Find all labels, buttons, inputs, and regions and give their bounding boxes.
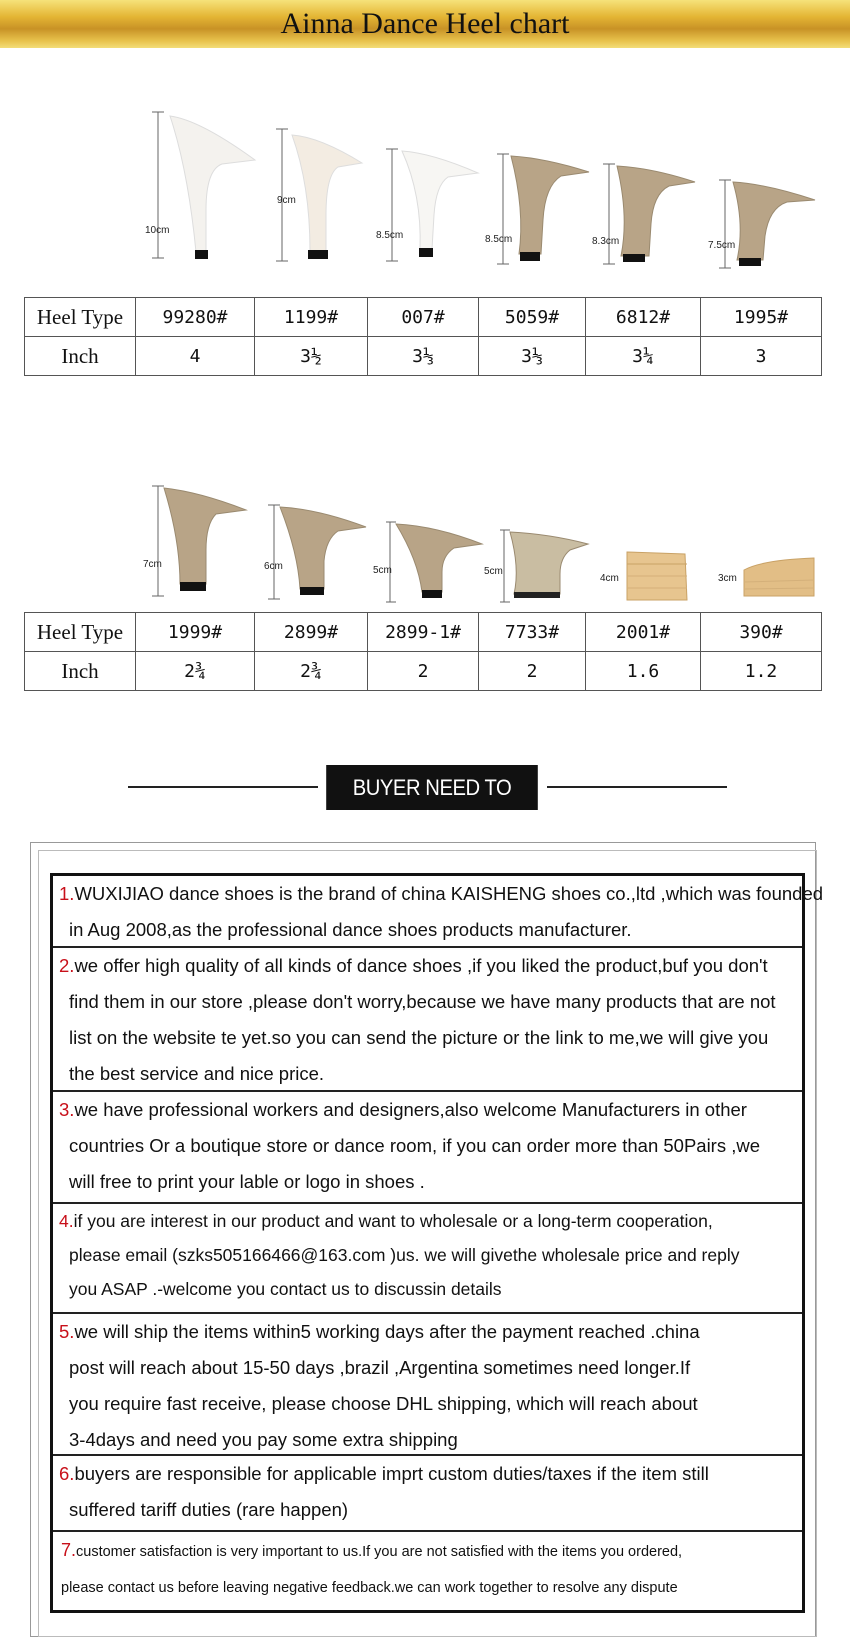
heel-height-label: 5cm bbox=[484, 566, 503, 577]
table-cell: 390# bbox=[701, 613, 822, 652]
table-cell: 1.2 bbox=[701, 652, 822, 691]
table-cell: 1999# bbox=[136, 613, 255, 652]
table-cell: 2¾ bbox=[255, 652, 368, 691]
note-4 bbox=[53, 1204, 802, 1314]
divider-left bbox=[128, 786, 318, 788]
table-cell: 3⅓ bbox=[368, 337, 479, 376]
divider-right bbox=[547, 786, 727, 788]
note-text: we offer high quality of all kinds of dance shoes ,if you liked the product,buf you don't bbox=[74, 955, 768, 976]
note-number: 4. bbox=[59, 1211, 74, 1231]
heel-height-label: 10cm bbox=[145, 225, 170, 236]
heel-image-5059 bbox=[495, 150, 595, 270]
table-cell: 1995# bbox=[701, 298, 822, 337]
note-text: please email (szks505166466@163.com )us. we will givethe wholesale price and reply bbox=[69, 1245, 740, 1265]
heel-height-label: 7cm bbox=[143, 559, 162, 570]
note-5 bbox=[53, 1314, 802, 1456]
note-3 bbox=[53, 1092, 802, 1204]
table-cell: 7733# bbox=[479, 613, 586, 652]
note-text: WUXIJIAO dance shoes is the brand of china KAISHENG shoes co.,ltd ,which was founded bbox=[74, 883, 824, 904]
heel-height-label: 5cm bbox=[373, 565, 392, 576]
table-header-cell: Heel Type bbox=[25, 613, 136, 652]
heel-image-6812 bbox=[603, 160, 703, 270]
title-bar bbox=[0, 0, 850, 48]
note-number: 2. bbox=[59, 955, 75, 976]
note-text: you ASAP .-welcome you contact us to discussin details bbox=[69, 1279, 502, 1299]
heel-image-2899 bbox=[268, 503, 368, 603]
heel-image-2001 bbox=[625, 548, 695, 603]
table-cell: 99280# bbox=[136, 298, 255, 337]
table-cell: 4 bbox=[136, 337, 255, 376]
heel-table-2 bbox=[24, 612, 822, 691]
heel-image-99280 bbox=[140, 110, 260, 260]
note-text: find them in our store ,please don't worry,because we have many products that are not bbox=[69, 991, 776, 1012]
note-text: in Aug 2008,as the professional dance shoes products manufacturer. bbox=[69, 919, 632, 940]
heel-image-7733 bbox=[500, 528, 600, 608]
note-7 bbox=[53, 1532, 802, 1610]
heel-height-label: 8.3cm bbox=[592, 236, 620, 247]
note-text: list on the website te yet.so you can send the picture or the link to me,we will give you bbox=[69, 1027, 769, 1048]
note-6 bbox=[53, 1456, 802, 1532]
table-row bbox=[25, 652, 822, 691]
heel-image-007 bbox=[382, 145, 482, 265]
heel-image-1999 bbox=[150, 484, 250, 604]
table-cell: 2 bbox=[479, 652, 586, 691]
note-number: 6. bbox=[59, 1463, 75, 1484]
note-text: if you are interest in our product and want to wholesale or a long-term cooperation, bbox=[73, 1211, 713, 1231]
table-header-cell: Heel Type bbox=[25, 298, 136, 337]
heel-image-1995 bbox=[717, 178, 817, 273]
table-cell: 2899-1# bbox=[368, 613, 479, 652]
table-row bbox=[25, 613, 822, 652]
note-2 bbox=[53, 948, 802, 1092]
table-cell: 1.6 bbox=[586, 652, 701, 691]
table-cell: 2899# bbox=[255, 613, 368, 652]
table-row bbox=[25, 298, 822, 337]
table-header-cell: Inch bbox=[25, 652, 136, 691]
table-cell: 007# bbox=[368, 298, 479, 337]
note-number: 7. bbox=[61, 1540, 77, 1560]
note-number: 5. bbox=[59, 1321, 75, 1342]
note-text: we will ship the items within5 working days after the payment reached .china bbox=[74, 1321, 700, 1342]
table-cell: 3½ bbox=[255, 337, 368, 376]
note-text: customer satisfaction is very important to us.If you are not satisfied with the items you ordered, bbox=[76, 1544, 683, 1560]
heel-height-label: 6cm bbox=[264, 561, 283, 572]
table-cell: 3¼ bbox=[586, 337, 701, 376]
table-cell: 3⅓ bbox=[479, 337, 586, 376]
heel-height-label: 9cm bbox=[277, 195, 296, 206]
note-text: buyers are responsible for applicable imprt custom duties/taxes if the item still bbox=[74, 1463, 709, 1484]
table-row bbox=[25, 337, 822, 376]
heel-image-2899-1 bbox=[386, 520, 486, 605]
heel-image-390 bbox=[742, 556, 817, 601]
note-text: we have professional workers and designers,also welcome Manufacturers in other bbox=[74, 1099, 747, 1120]
page-title: Ainna Dance Heel chart bbox=[280, 7, 570, 40]
table-cell: 1199# bbox=[255, 298, 368, 337]
table-cell: 2001# bbox=[586, 613, 701, 652]
heel-height-label: 8.5cm bbox=[376, 230, 404, 241]
table-cell: 6812# bbox=[586, 298, 701, 337]
heel-height-label: 8.5cm bbox=[485, 234, 513, 245]
note-text: you require fast receive, please choose DHL shipping, which will reach about bbox=[69, 1393, 698, 1414]
note-text: please contact us before leaving negative feedback.we can work together to resolve any dispute bbox=[61, 1580, 678, 1596]
note-number: 1. bbox=[59, 883, 75, 904]
heel-height-label: 7.5cm bbox=[708, 240, 736, 251]
table-header-cell: Inch bbox=[25, 337, 136, 376]
note-1 bbox=[53, 876, 824, 948]
note-text: post will reach about 15-50 days ,brazil ,Argentina sometimes need longer.If bbox=[69, 1357, 691, 1378]
heel-table-1 bbox=[24, 297, 822, 376]
notes-box bbox=[50, 873, 824, 1613]
note-number: 3. bbox=[59, 1099, 75, 1120]
heel-height-label: 3cm bbox=[718, 573, 737, 584]
note-text: suffered tariff duties (rare happen) bbox=[69, 1499, 349, 1520]
note-text: countries Or a boutique store or dance room, if you can order more than 50Pairs ,we bbox=[69, 1135, 761, 1156]
table-cell: 5059# bbox=[479, 298, 586, 337]
table-cell: 2¾ bbox=[136, 652, 255, 691]
note-text: will free to print your lable or logo in shoes . bbox=[69, 1171, 425, 1192]
heel-height-label: 4cm bbox=[600, 573, 619, 584]
table-cell: 3 bbox=[701, 337, 822, 376]
note-text: the best service and nice price. bbox=[69, 1063, 325, 1084]
note-text: 3-4days and need you pay some extra shipping bbox=[69, 1429, 458, 1450]
table-cell: 2 bbox=[368, 652, 479, 691]
buyer-need-to-know-banner: BUYER NEED TO KNOW bbox=[326, 765, 538, 810]
